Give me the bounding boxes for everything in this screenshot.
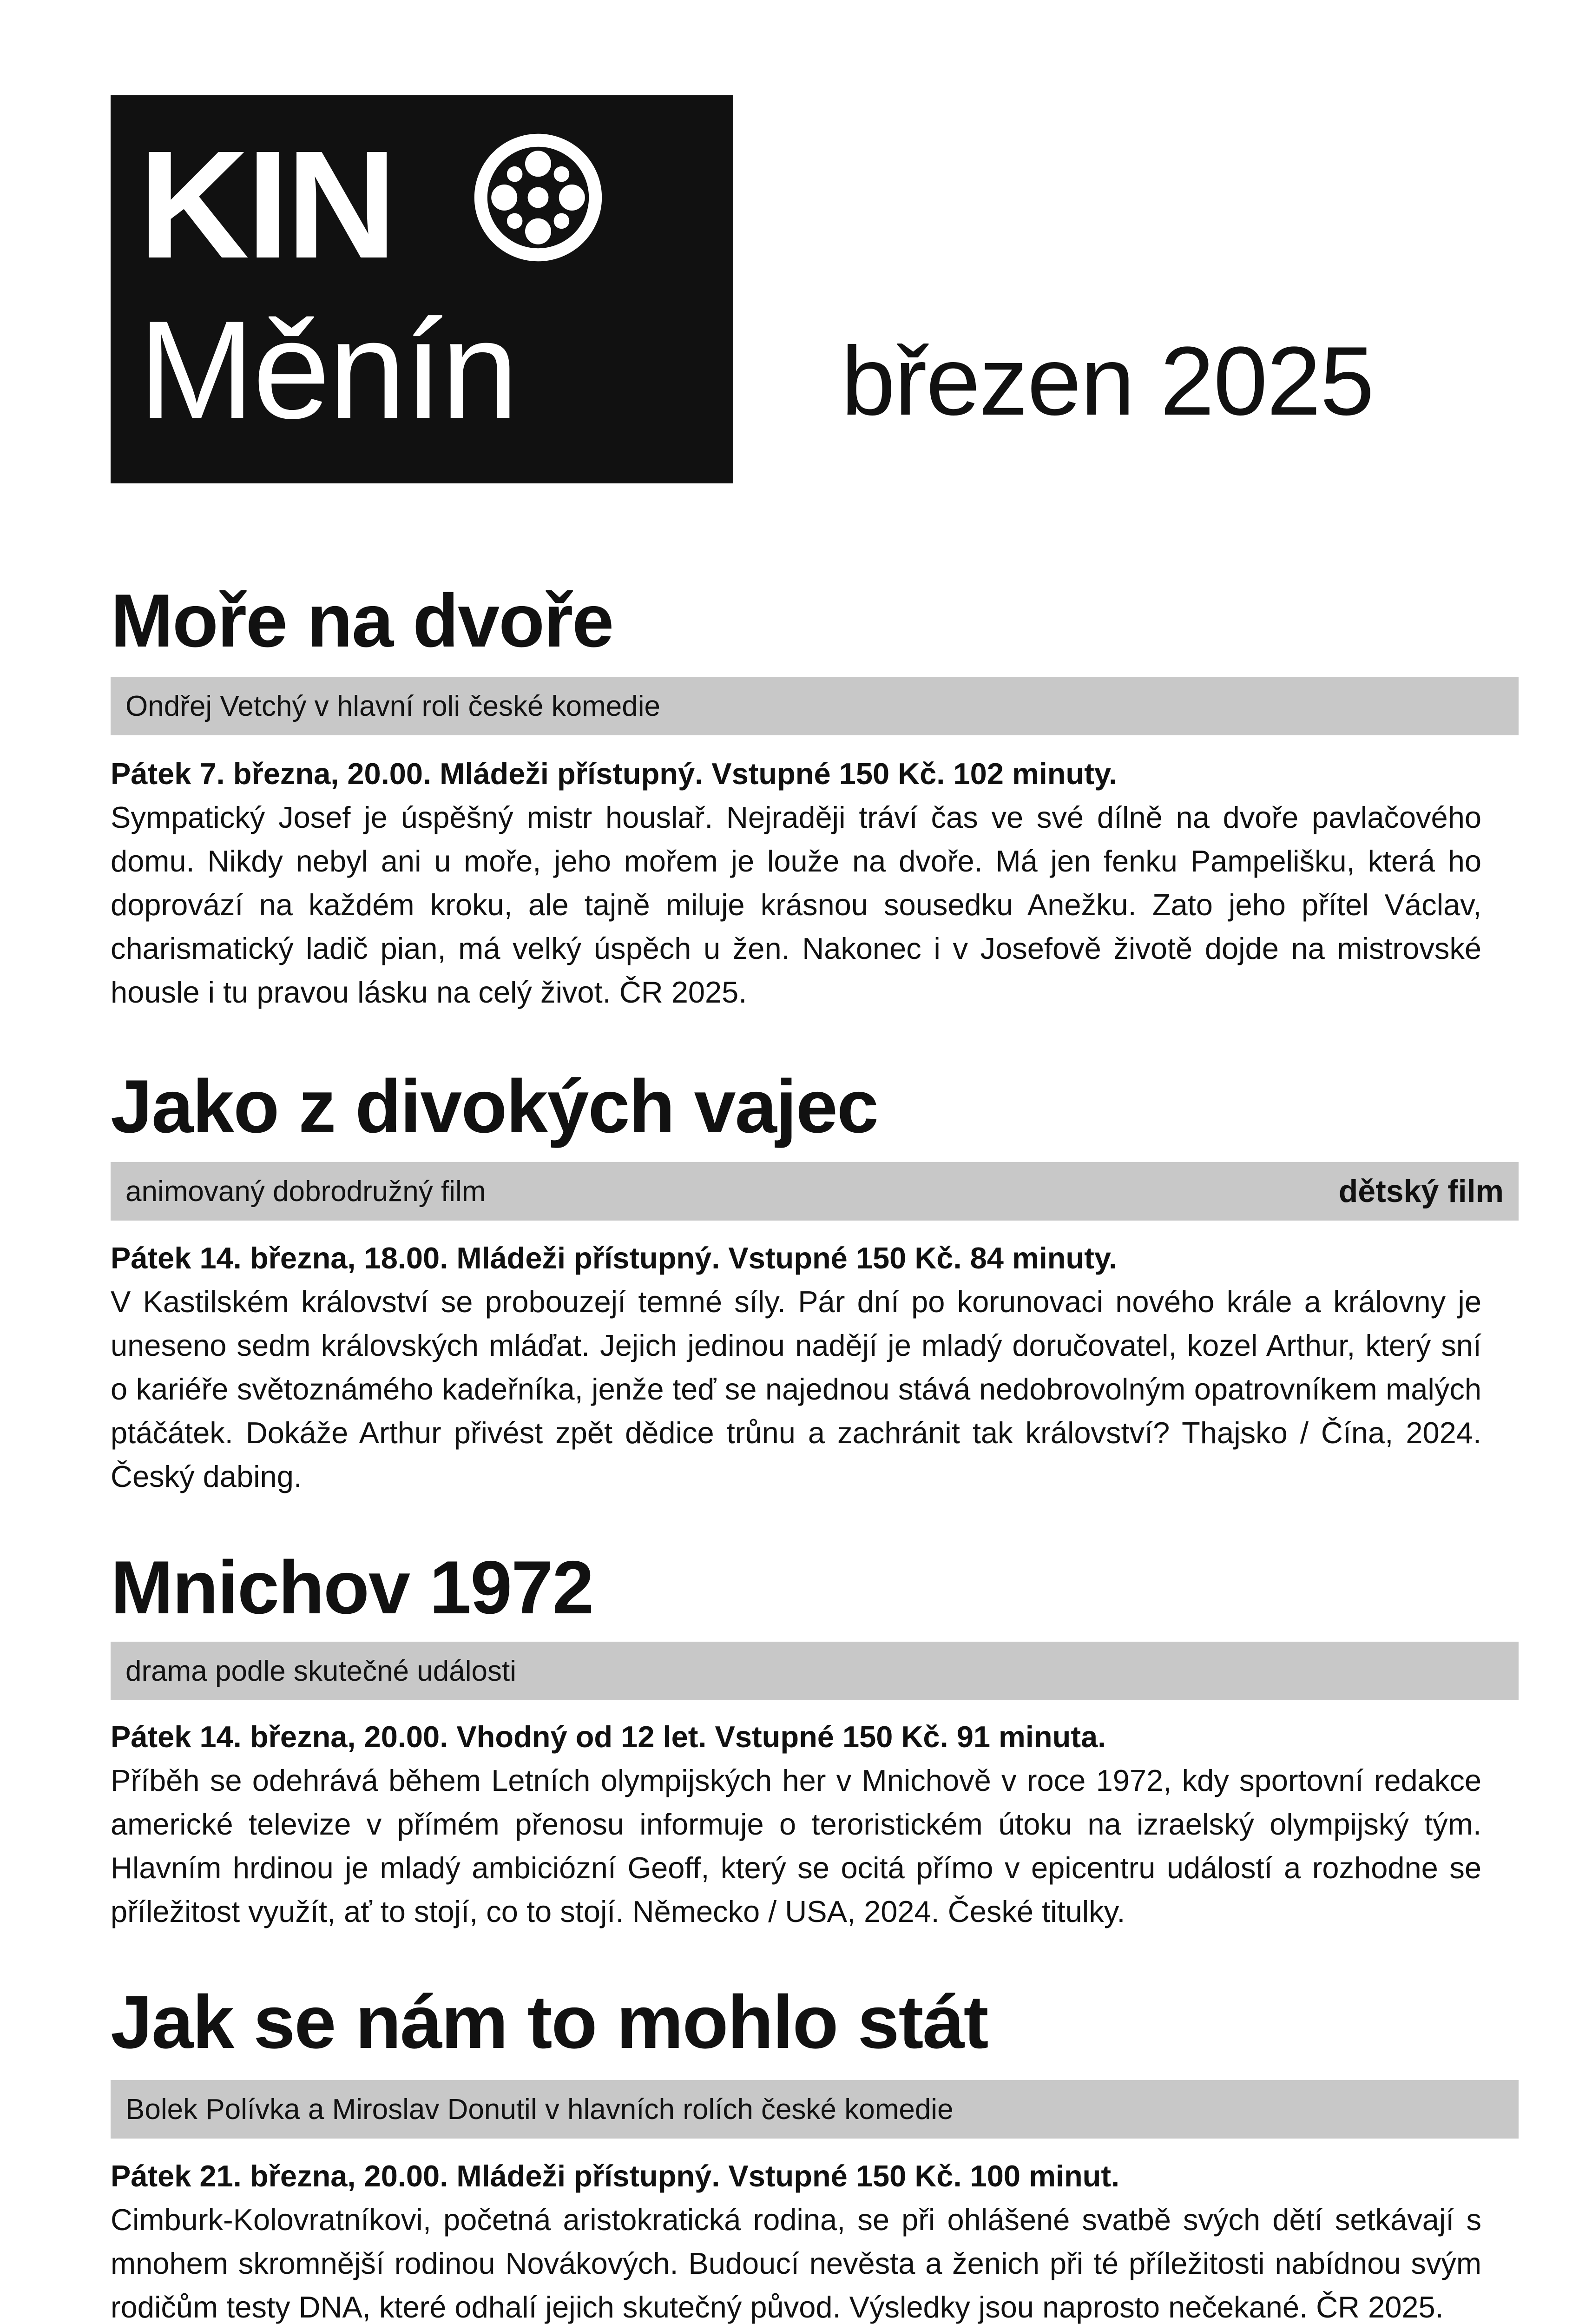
film-genre: Ondřej Vetchý v hlavní roli české komedie bbox=[125, 690, 660, 722]
film-description: Cimburk-Kolovratníkovi, početná aristokratická rodina, se při ohlášené svatbě svých dětí setkávají s mnohem skromnější rodinou Novákových. Budoucí nevěsta a ženich při té příležitosti nabídnou svým rodičům testy DNA, které odhalí jejich skutečný původ. Výsledky jsou naprosto nečekané. ČR 2025. bbox=[111, 2203, 1481, 2324]
logo-town-text: Měnín bbox=[138, 291, 517, 448]
kids-film-label: dětský film bbox=[1338, 1174, 1504, 1209]
film-description: Sympatický Josef je úspěšný mistr houslař. Nejraději tráví čas ve své dílně na dvoře pavlačového domu. Nikdy nebyl ani u moře, jeho mořem je louže na dvoře. Má jen fenku Pampelišku, která ho doprovází na každém kroku, ale tajně miluje krásnou sousedku Anežku. Zato jeho přítel Václav, charismatický ladič pian, má velký úspěch u žen. Nakonec i v Josefově životě dojde na mistrovské housle i tu pravou lásku na celý život. ČR 2025. bbox=[111, 800, 1481, 1009]
film-description-block bbox=[111, 2154, 1481, 2324]
film-genre-bar bbox=[111, 1642, 1519, 1700]
film-genre-bar bbox=[111, 677, 1519, 735]
film-genre: animovaný dobrodružný film bbox=[125, 1175, 486, 1208]
film-genre-bar bbox=[111, 2080, 1519, 2139]
film-description-block bbox=[111, 752, 1481, 1014]
film-genre: drama podle skutečné události bbox=[125, 1655, 516, 1687]
film-description-block bbox=[111, 1236, 1481, 1499]
film-title: Mnichov 1972 bbox=[111, 1545, 593, 1630]
film-title: Moře na dvoře bbox=[111, 579, 613, 663]
logo-main-text: KIN bbox=[138, 119, 395, 290]
film-schedule: Pátek 14. března, 18.00. Mládeži přístupný. Vstupné 150 Kč. 84 minuty. bbox=[111, 1241, 1118, 1275]
film-schedule: Pátek 7. března, 20.00. Mládeži přístupný. Vstupné 150 Kč. 102 minuty. bbox=[111, 757, 1118, 791]
film-genre: Bolek Polívka a Miroslav Donutil v hlavních rolích české komedie bbox=[125, 2093, 954, 2126]
cinema-logo bbox=[111, 95, 733, 483]
film-description: V Kastilském království se probouzejí temné síly. Pár dní po korunovaci nového krále a královny je uneseno sedm královských mláďat. Jejich jedinou nadějí je mladý doručovatel, kozel Arthur, který sní o kariéře světoznámého kadeřníka, jenže teď se najednou stává nedobrovolným opatrovníkem malých ptáčátek. Dokáže Arthur přivést zpět dědice trůnu a zachránit tak království? Thajsko / Čína, 2024. Český dabing. bbox=[111, 1285, 1481, 1493]
film-description: Příběh se odehrává během Letních olympijských her v Mnichově v roce 1972, kdy sportovní redakce americké televize v přímém přenosu informuje o teroristickém útoku na izraelský olympijský tým. Hlavním hrdinou je mladý ambiciózní Geoff, který se ocitá přímo v epicentru událostí a rozhodne se příležitost využít, ať to stojí, co to stojí. Německo / USA, 2024. České titulky. bbox=[111, 1763, 1481, 1928]
film-title: Jako z divokých vajec bbox=[111, 1064, 878, 1149]
film-schedule: Pátek 21. března, 20.00. Mládeži přístupný. Vstupné 150 Kč. 100 minut. bbox=[111, 2159, 1120, 2193]
film-schedule: Pátek 14. března, 20.00. Vhodný od 12 let. Vstupné 150 Kč. 91 minuta. bbox=[111, 1720, 1106, 1754]
film-reel-icon bbox=[473, 132, 603, 263]
program-month: březen 2025 bbox=[841, 326, 1374, 436]
film-description-block bbox=[111, 1715, 1481, 1934]
film-title: Jak se nám to mohlo stát bbox=[111, 1980, 988, 2064]
film-genre-bar bbox=[111, 1162, 1519, 1221]
